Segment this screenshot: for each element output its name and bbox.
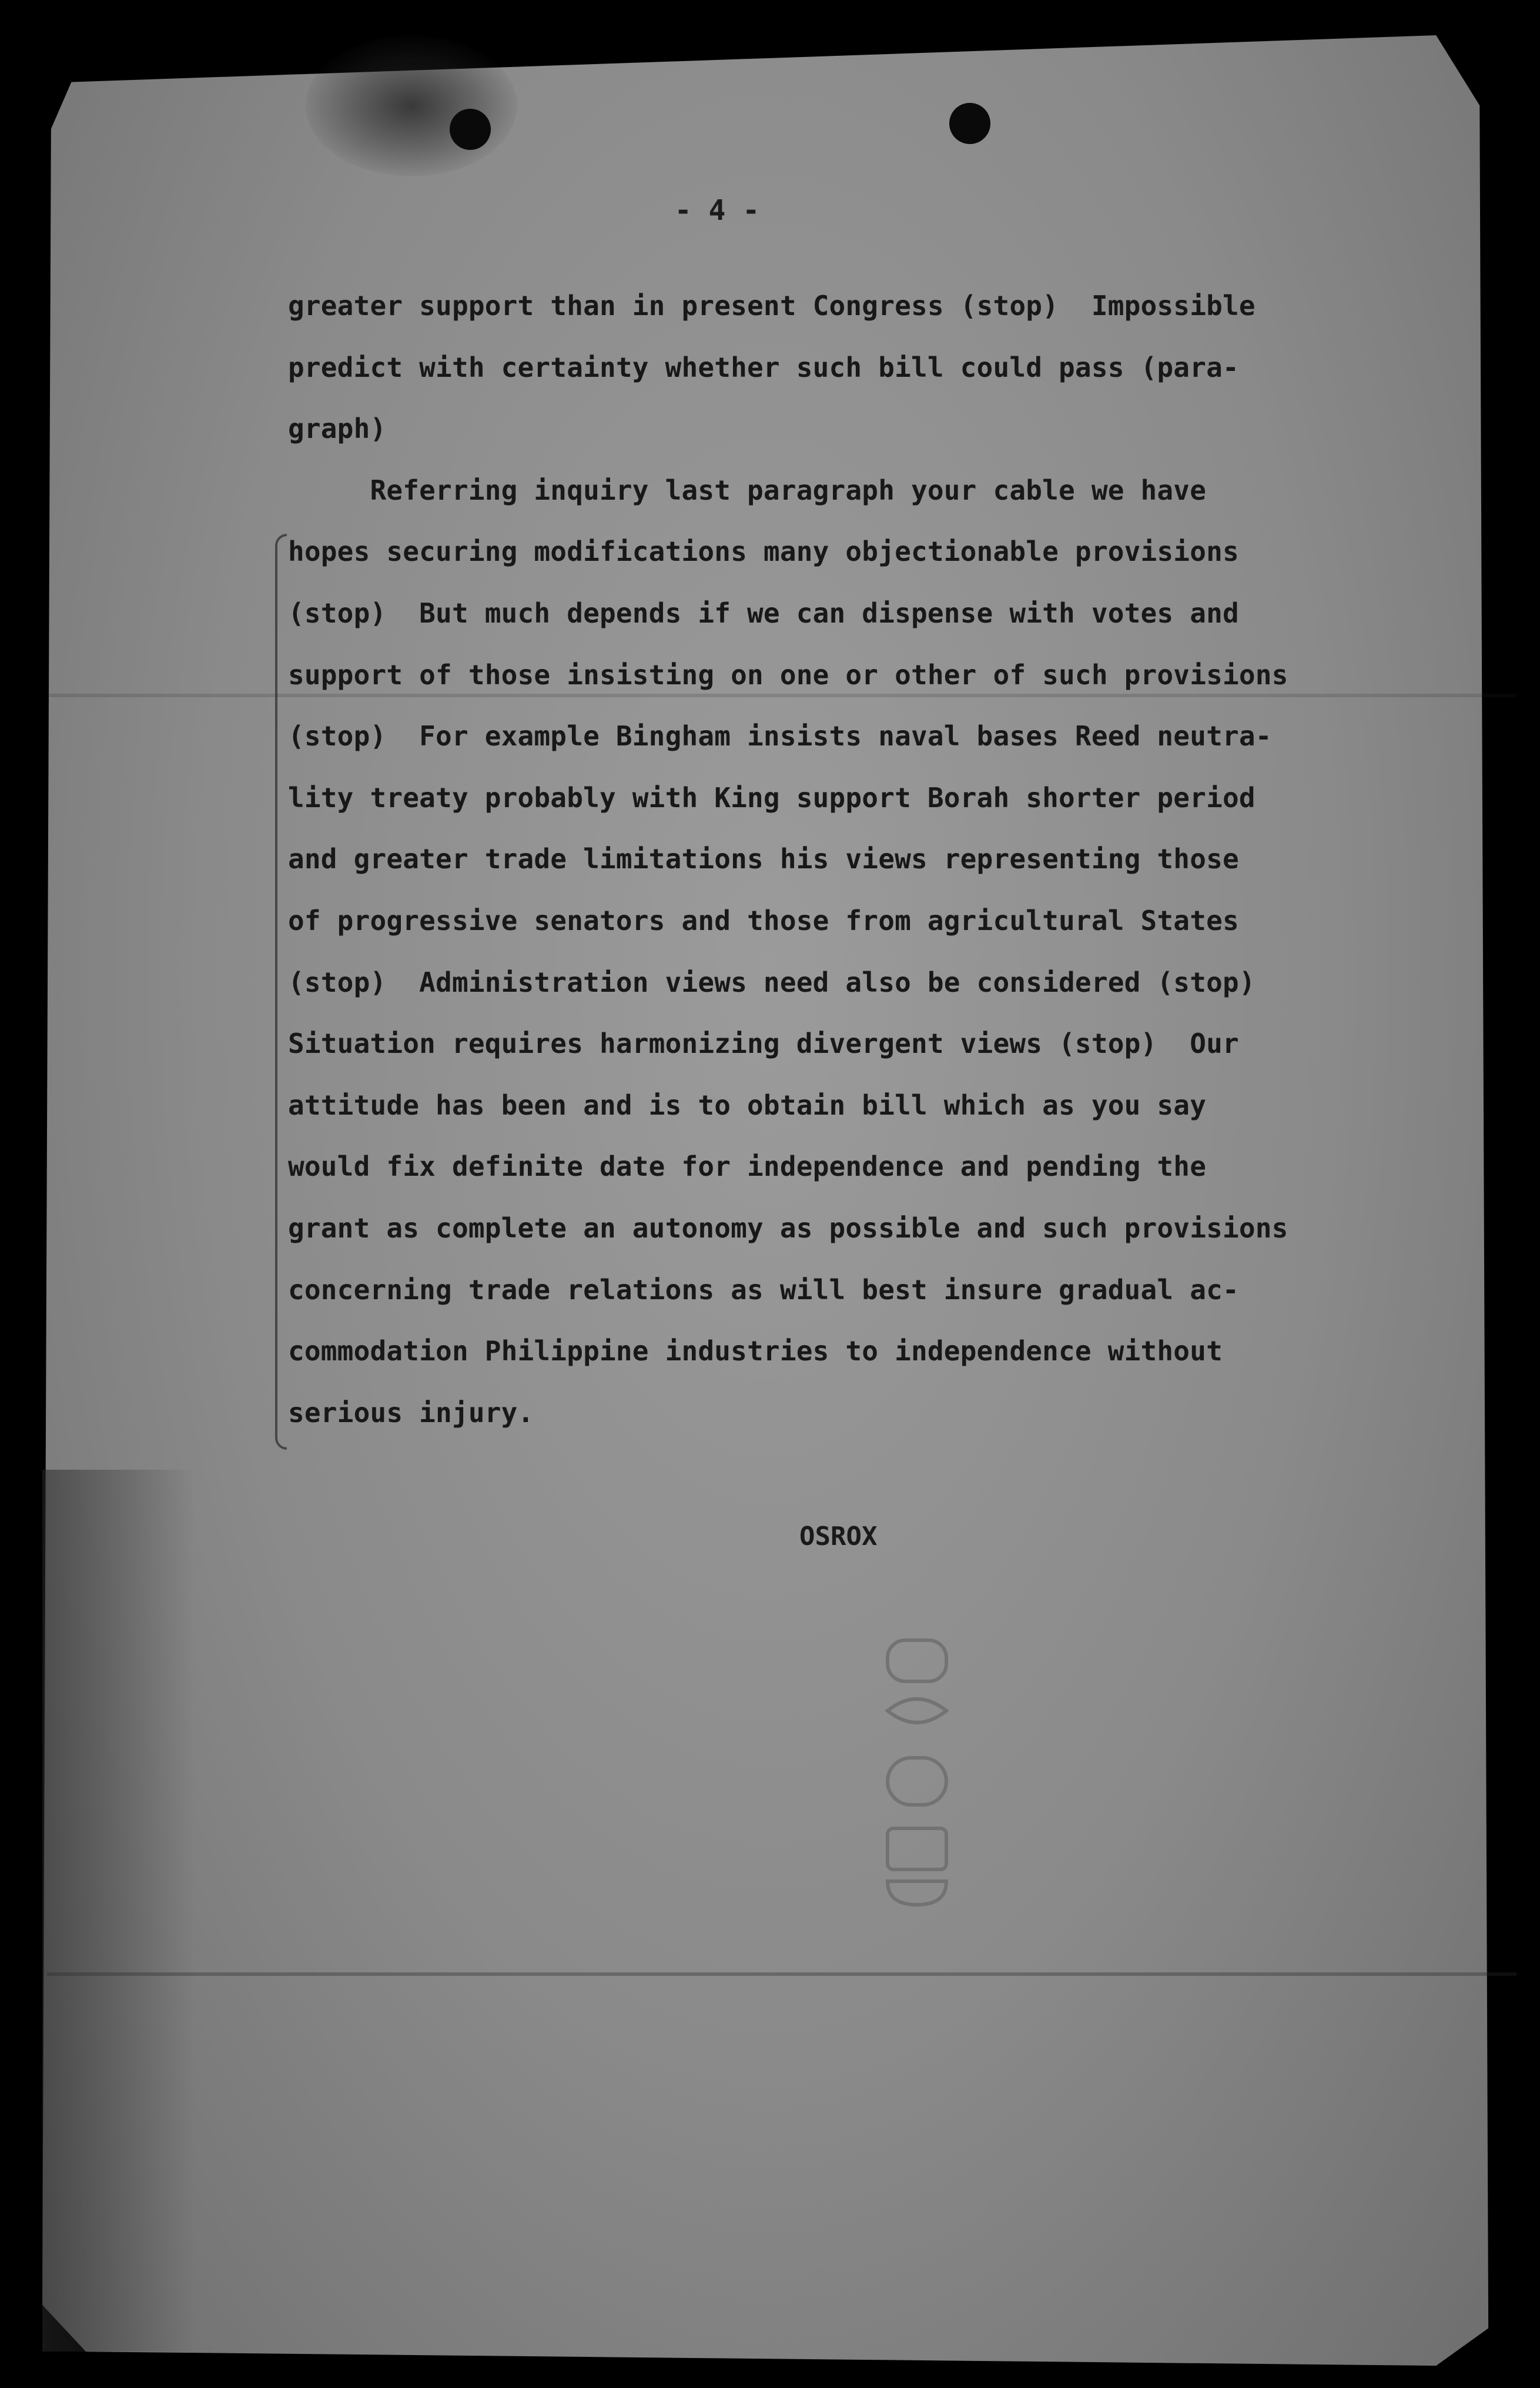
text-line: (stop) For example Bingham insists naval bases Reed neutra-	[288, 720, 1272, 752]
filed-stamp	[882, 1628, 958, 1911]
text-line: and greater trade limitations his views representing those	[288, 843, 1239, 875]
page-stain-left	[42, 1470, 195, 2352]
ink-stain-top	[306, 35, 517, 176]
text-line: support of those insisting on one or other of such provisions	[288, 658, 1288, 691]
text-line: commodation Philippine industries to independence without	[288, 1335, 1223, 1367]
body-text	[288, 275, 1387, 1443]
text-line: predict with certainty whether such bill could pass (para-	[288, 351, 1239, 383]
fold-line-lower	[47, 1972, 1516, 1976]
text-line: Situation requires harmonizing divergent views (stop) Our	[288, 1028, 1239, 1060]
page-number: - 4 -	[674, 194, 760, 227]
text-line: hopes securing modifications many objectionable provisions	[288, 536, 1239, 568]
text-line: graph)	[288, 413, 387, 445]
punch-hole-right	[949, 103, 990, 144]
text-line: grant as complete an autonomy as possible and such provisions	[288, 1212, 1288, 1244]
text-line: of progressive senators and those from agricultural States	[288, 904, 1239, 937]
punch-hole-left	[450, 109, 491, 150]
text-line: greater support than in present Congress (stop) Impossible	[288, 290, 1256, 322]
text-line: attitude has been and is to obtain bill which as you say	[288, 1089, 1207, 1121]
text-line: would fix definite date for independence and pending the	[288, 1150, 1207, 1183]
text-line: serious injury.	[288, 1396, 534, 1429]
text-line: concerning trade relations as will best insure gradual ac-	[288, 1273, 1239, 1306]
text-line: Referring inquiry last paragraph your cable we have	[288, 474, 1207, 506]
text-line: lity treaty probably with King support Borah shorter period	[288, 781, 1256, 814]
signature: OSROX	[799, 1521, 878, 1551]
margin-bracket-mark	[275, 534, 287, 1450]
text-line: (stop) But much depends if we can dispense with votes and	[288, 597, 1239, 629]
text-line: (stop) Administration views need also be considered (stop)	[288, 966, 1256, 998]
